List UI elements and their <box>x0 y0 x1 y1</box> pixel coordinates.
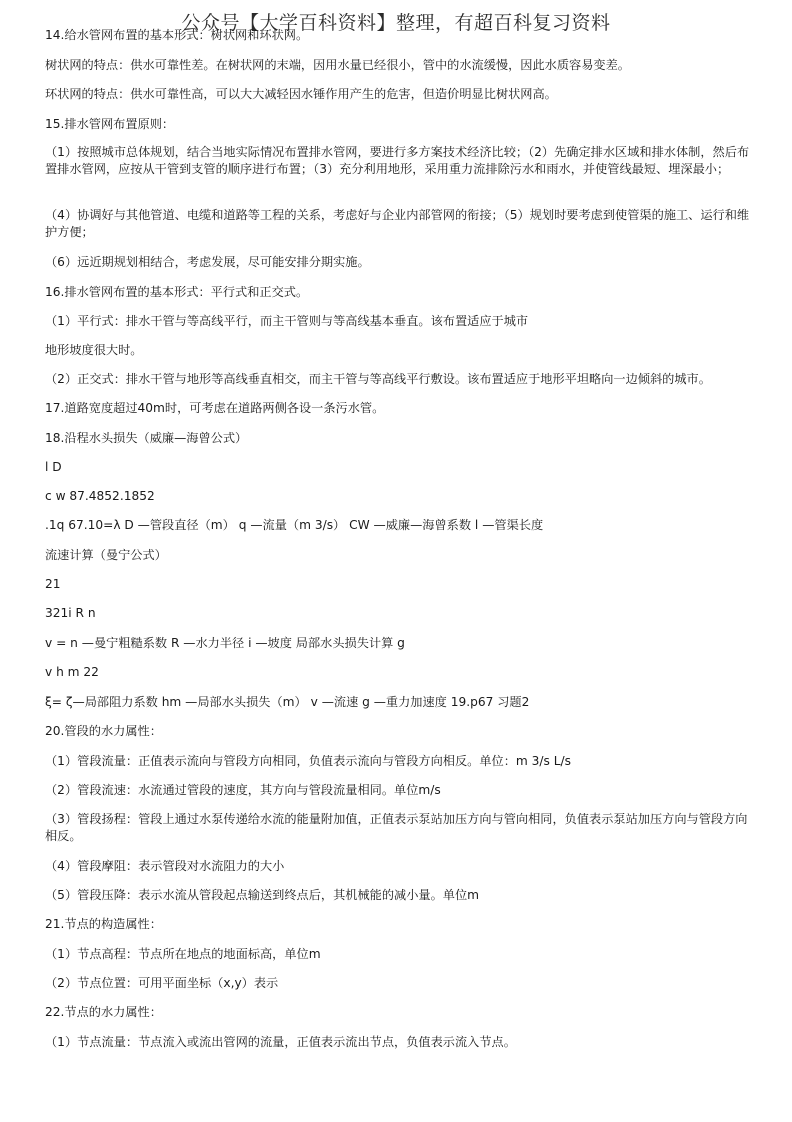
text-line: 21.节点的构造属性： <box>45 917 162 931</box>
text-line: v h m 22 <box>45 665 99 679</box>
text-line: （1）管段流量：正值表示流向与管段方向相同，负值表示流向与管段方向相反。单位：m 3/s L/s <box>45 754 571 768</box>
text-line: 流速计算（曼宁公式） <box>45 548 167 562</box>
text-line: （2）管段流速：水流通过管段的速度，其方向与管段流量相同。单位m/s <box>45 783 441 797</box>
text-line: 20.管段的水力属性： <box>45 724 162 738</box>
text-line: ξ= ζ—局部阻力系数 hm —局部水头损失（m） v —流速 g —重力加速度 19.p67 习题2 <box>45 695 530 709</box>
text-line: （1）平行式：排水干管与等高线平行，而主干管则与等高线基本垂直。该布置适应于城市 <box>45 314 529 328</box>
text-line: 环状网的特点：供水可靠性高，可以大大减轻因水锤作用产生的危害，但造价明显比树状网高。 <box>45 87 557 101</box>
text-line: c w 87.4852.1852 <box>45 489 155 503</box>
text-line: 树状网的特点：供水可靠性差。在树状网的末端，因用水量已经很小，管中的水流缓慢，因此水质容易变差。 <box>45 58 630 72</box>
text-line: （2）节点位置：可用平面坐标（x,y）表示 <box>45 976 279 990</box>
text-line: （1）节点流量：节点流入或流出管网的流量，正值表示流出节点，负值表示流入节点。 <box>45 1035 516 1049</box>
text-line: v = n —曼宁粗糙系数 R —水力半径 i —坡度 局部水头损失计算 g <box>45 636 405 650</box>
text-line: 321i R n <box>45 606 96 620</box>
text-line: 18.沿程水头损失（威廉—海曾公式） <box>45 431 248 445</box>
text-line: 15.排水管网布置原则： <box>45 117 175 131</box>
text-paragraph: （3）管段扬程：管段上通过水泵传递给水流的能量附加值，正值表示泵站加压方向与管向相同，负值表示泵站加压方向与管段方向相反。 <box>45 812 748 843</box>
text-line: （2）正交式：排水干管与地形等高线垂直相交，而主干管与等高线平行敷设。该布置适应于地形平坦略向一边倾斜的城市。 <box>45 372 711 386</box>
text-line: 16.排水管网布置的基本形式：平行式和正交式。 <box>45 285 309 299</box>
text-line: （5）管段压降：表示水流从管段起点输送到终点后，其机械能的减小量。单位m <box>45 888 480 902</box>
text-line: l D <box>45 460 62 474</box>
text-line: 17.道路宽度超过40m时，可考虑在道路两侧各设一条污水管。 <box>45 401 385 415</box>
watermark-header: 公众号【大学百科资料】整理，有超百科复习资料 <box>181 12 611 34</box>
text-line: 21 <box>45 577 61 591</box>
text-line: 地形坡度很大时。 <box>45 343 143 357</box>
text-line: （6）远近期规划相结合，考虑发展，尽可能安排分期实施。 <box>45 255 370 269</box>
text-line: 14.给水管网布置的基本形式：树状网和环状网。 <box>45 28 309 42</box>
text-line: 22.节点的水力属性： <box>45 1005 162 1019</box>
text-paragraph: （4）协调好与其他管道、电缆和道路等工程的关系，考虑好与企业内部管网的衔接；（5）规划时要考虑到使管渠的施工、运行和维护方便； <box>45 208 750 239</box>
text-line: （1）节点高程：节点所在地点的地面标高，单位m <box>45 947 321 961</box>
text-paragraph: （1）按照城市总体规划，结合当地实际情况布置排水管网，要进行多方案技术经济比较；（2）先确定排水区域和排水体制，然后布置排水管网，应按从干管到支管的顺序进行布置；（3）充分利用地形，采用重力流排除污水和雨水，并使管线最短、埋深最小； <box>45 145 750 176</box>
text-line: （4）管段摩阻：表示管段对水流阻力的大小 <box>45 859 285 873</box>
text-line: .1q 67.10=λ D —管段直径（m） q —流量（m 3/s） CW —威廉—海曾系数 l —管渠长度 <box>45 518 544 532</box>
